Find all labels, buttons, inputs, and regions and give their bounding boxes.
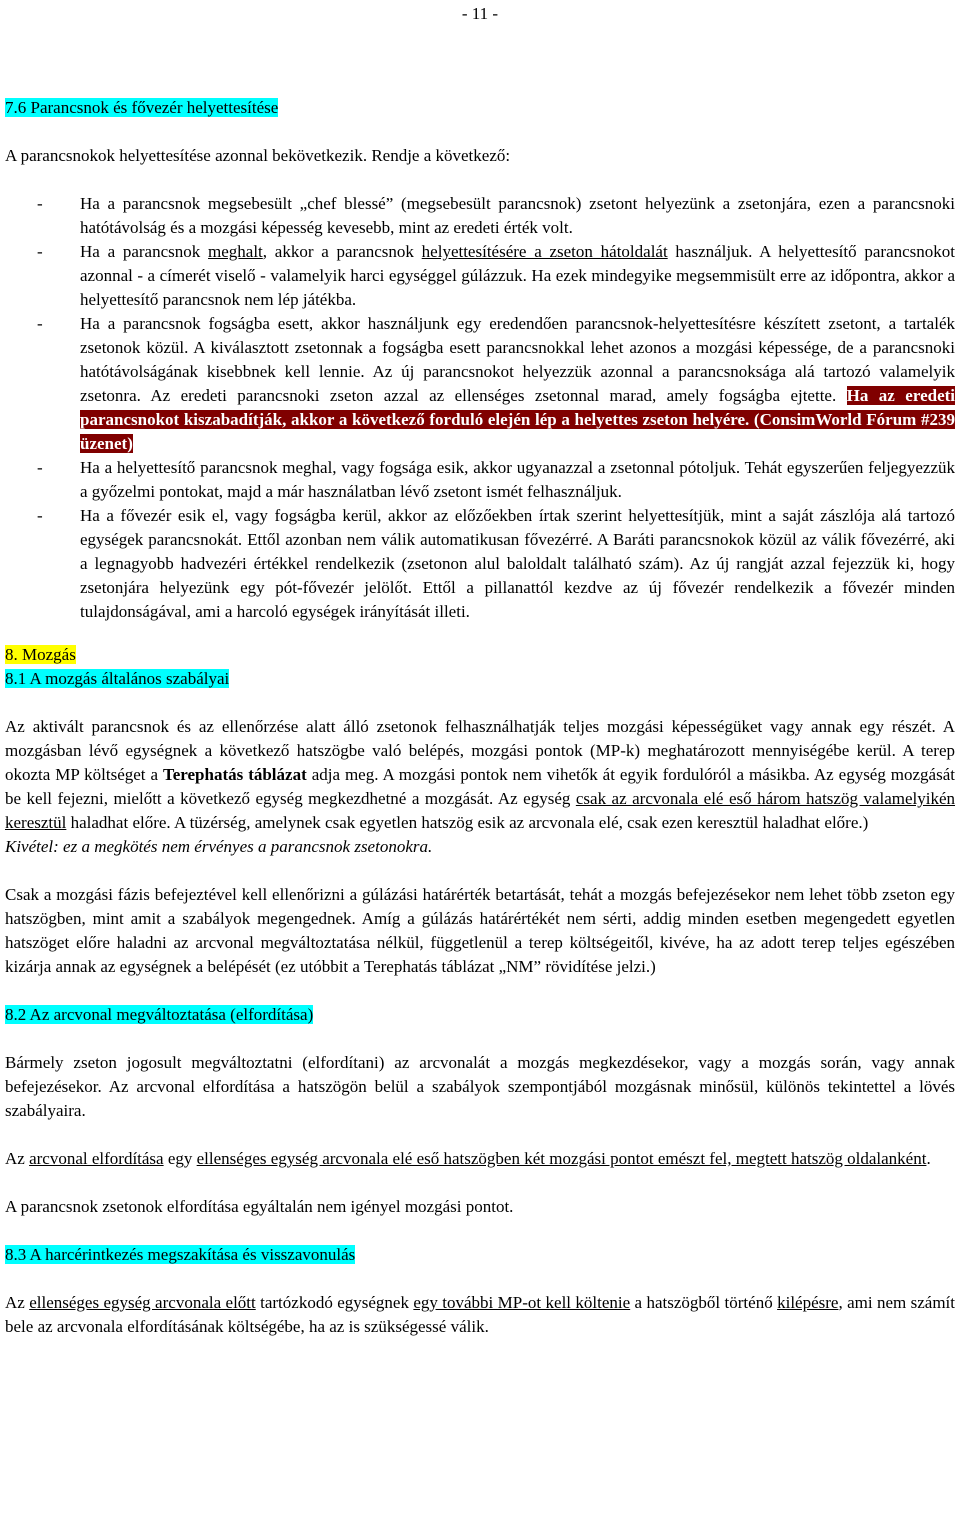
underlined-text: helyettesítésére a zseton hátoldalát (421, 242, 668, 261)
paragraph-facing-cost (5, 1147, 955, 1171)
section-8-heading-text: 8. Mozgás (5, 645, 76, 664)
section-8-1-heading-text: 8.1 A mozgás általános szabályai (5, 669, 230, 688)
list-dash: - (37, 194, 43, 213)
paragraph-facing-change: Bármely zseton jogosult megváltoztatni (elfordítani) az arcvonalát a mozgás megkezdésekor, vagy a mozgás során, vagy annak befejezésekor. Az arcvonal elfordítása a hatszögön belül a szabályok szempontjából mozgásnak minősül, különös tekintettel a lövés szabályaira. (5, 1053, 955, 1120)
list-item-text: Ha a parancsnok (80, 242, 209, 261)
list-item-text: , akkor a parancsnok (262, 242, 422, 261)
section-8-3-heading (5, 1243, 955, 1267)
underlined-text: meghalt (208, 242, 263, 261)
list-item-text: Ha a fővezér esik el, vagy fogságba kerül, akkor az előzőekben írtak szerint helyettesítjük, mint a saját zászlója alá tartozó egységek parancsnokát. Ettől azonban nem válik automatikusan fővezérré. A Baráti parancsnokok közül az válik fővezérré, aki a legnagyobb hadvezéri értékkel rendelkezik (zsetonon alul baloldalt található szám). Az új rangját azzal fejezzük ki, hogy zsetonjára helyezünk egy pót-fővezér jelölőt. Ettől a pillanattól kezdve az új fővezér rendelkezik a fővezér minden tulajdonságával, ami a harcoló egységek irányítását illeti. (80, 506, 955, 621)
underlined-text: egy további MP-ot kell költenie (413, 1293, 631, 1312)
paragraph-text: Az aktivált parancsnok és az ellenőrzése alatt álló zsetonok felhasználhatják teljes mozgási képességüket vagy annak egy részét. A mozgásban lévő egységnek a következő hatszögbe való belépés, mozgási pontok (MP-k) meghatározott mennyiségébe kerül. A terep okozta MP költséget a (5, 717, 955, 784)
underlined-text: ellenséges egység arcvonala elé eső hatszögben két mozgási pontot emészt fel, megtett hatszög oldalanként (196, 1149, 927, 1168)
list-item-commander-in-chief (5, 504, 955, 624)
underlined-text: ellenséges egység arcvonala előtt (29, 1293, 256, 1312)
section-8-1-heading (5, 667, 955, 691)
section-8-2-heading-text: 8.2 Az arcvonal megváltoztatása (elfordítása) (5, 1005, 314, 1024)
paragraph-text: Az (5, 1149, 30, 1168)
paragraph-text: tartózkodó egységnek (255, 1293, 414, 1312)
list-dash: - (37, 506, 43, 525)
paragraph-text: . (926, 1149, 931, 1168)
paragraph-text: a hatszögből történő (630, 1293, 778, 1312)
underlined-text: kilépésre (777, 1293, 839, 1312)
highlighted-note: Ha az eredeti parancsnokot kiszabadítják, akkor a következő forduló elején lép a helyettes zseton helyére. (ConsimWorld Fórum #239 üzenet) (80, 386, 956, 453)
list-item-text: használjuk. A helyettesítő parancsnokot azonnal - a címerét viselő - valamelyik harci egységgel gúlázzuk. Ha ezek mindegyike megsemmisült erre az időpontra, akkor a helyettesítő parancsnok nem lép játékba. (80, 242, 956, 309)
list-item-text: Ha a parancsnok fogságba esett, akkor használjunk egy eredendően parancsnok-helyettesítésre készített zsetont, a tartalék zsetonok közül. A kiválasztott zsetonnak a fogságba esett parancsnokkal lehet azonos a mozgási képessége, de a parancsnoki hatótávolságának kisebbnek kell lennie. Az új parancsnokot helyezzük azonnal a parancsnoksága alá tartozó valamelyik zsetonra. Az eredeti parancsnoki zseton azzal az ellenséges zsetonnal marad, amely fogságba ejtette. (80, 314, 955, 405)
list-item-text: Ha a helyettesítő parancsnok meghal, vagy fogsága esik, akkor ugyanazzal a zsetonnal pótoljuk. Tehát egyszerűen feljegyezzük a győzelmi pontokat, majd a már használatban lévő zsetont ismét felhasználjuk. (80, 458, 955, 501)
section-7-6-heading-text: 7.6 Parancsnok és fővezér helyettesítése (5, 98, 279, 117)
bold-text: Terephatás táblázat (162, 765, 307, 784)
section-8-3-heading-text: 8.3 A harcérintkezés megszakítása és visszavonulás (5, 1245, 356, 1264)
paragraph-text: Az (5, 1293, 30, 1312)
underlined-text: arcvonal elfordítása (29, 1149, 164, 1168)
list-item-captured (5, 312, 955, 456)
list-dash: - (37, 242, 43, 261)
list-item-replacement-dies (5, 456, 955, 504)
list-dash: - (37, 314, 43, 333)
section-7-6-intro: A parancsnokok helyettesítése azonnal bekövetkezik. Rendje a következő: (5, 146, 511, 165)
list-item-wounded (5, 192, 955, 240)
paragraph-text: haladhat előre. A tüzérség, amelynek csak egyetlen hatszög esik az arcvonala elé, csak ezen keresztül haladhat előre.) (66, 813, 869, 832)
exception-note: Kivétel: ez a megkötés nem érvényes a parancsnok zsetonokra. (5, 837, 433, 856)
section-8-2-heading (5, 1003, 955, 1027)
page-content (5, 96, 955, 1339)
paragraph-text: egy (163, 1149, 197, 1168)
paragraph-stacking: Csak a mozgási fázis befejeztével kell ellenőrizni a gúlázási határérték betartását, tehát a mozgás befejezésekor nem lehet több zseton egy hatszögben, mint amit a szabályok megengednek. Amíg a gúlázás határértékét nem sérti, addig minden esetben megengedett egyetlen hatszöget előre haladni az arcvonal megváltoztatása nélkül, függetlenül a terep költségeitől, kivéve, ha az adott terep teljes egészében kizárja annak az egységnek a belépését (ez utóbbit a Terephatás táblázat „NM” rövidítése jelzi.) (5, 885, 955, 976)
paragraph-text: adja meg. A mozgási pontok nem vihetők át egyik fordulóról a másikba. Az egység mozgását be kell fejezni, mielőtt a következő egység megkezdhetné a mozgását. Az egység (5, 765, 955, 808)
section-7-6-heading (5, 96, 955, 120)
section-8-heading (5, 643, 955, 667)
paragraph-commander-facing: A parancsnok zsetonok elfordítása egyáltalán nem igényel mozgási pontot. (5, 1197, 514, 1216)
paragraph-disengagement (5, 1291, 955, 1339)
paragraph-text: , ami nem számít bele az arcvonala elfordításának költségébe, ha az is szükségessé válik. (5, 1293, 956, 1336)
list-dash: - (37, 458, 43, 477)
page-number: - 11 - (461, 4, 499, 23)
underlined-text: csak az arcvonala elé eső három hatszög valamelyikén keresztül (5, 789, 956, 832)
list-item-text: Ha a parancsnok megsebesült „chef blessé” (megsebesült parancsnok) zsetont helyezünk a zsetonjára, ezen a parancsnoki hatótávolság és a mozgási képesség kevesebb, mint az eredeti érték volt. (80, 194, 955, 237)
paragraph-movement-rules (5, 715, 955, 835)
list-item-killed (5, 240, 955, 312)
